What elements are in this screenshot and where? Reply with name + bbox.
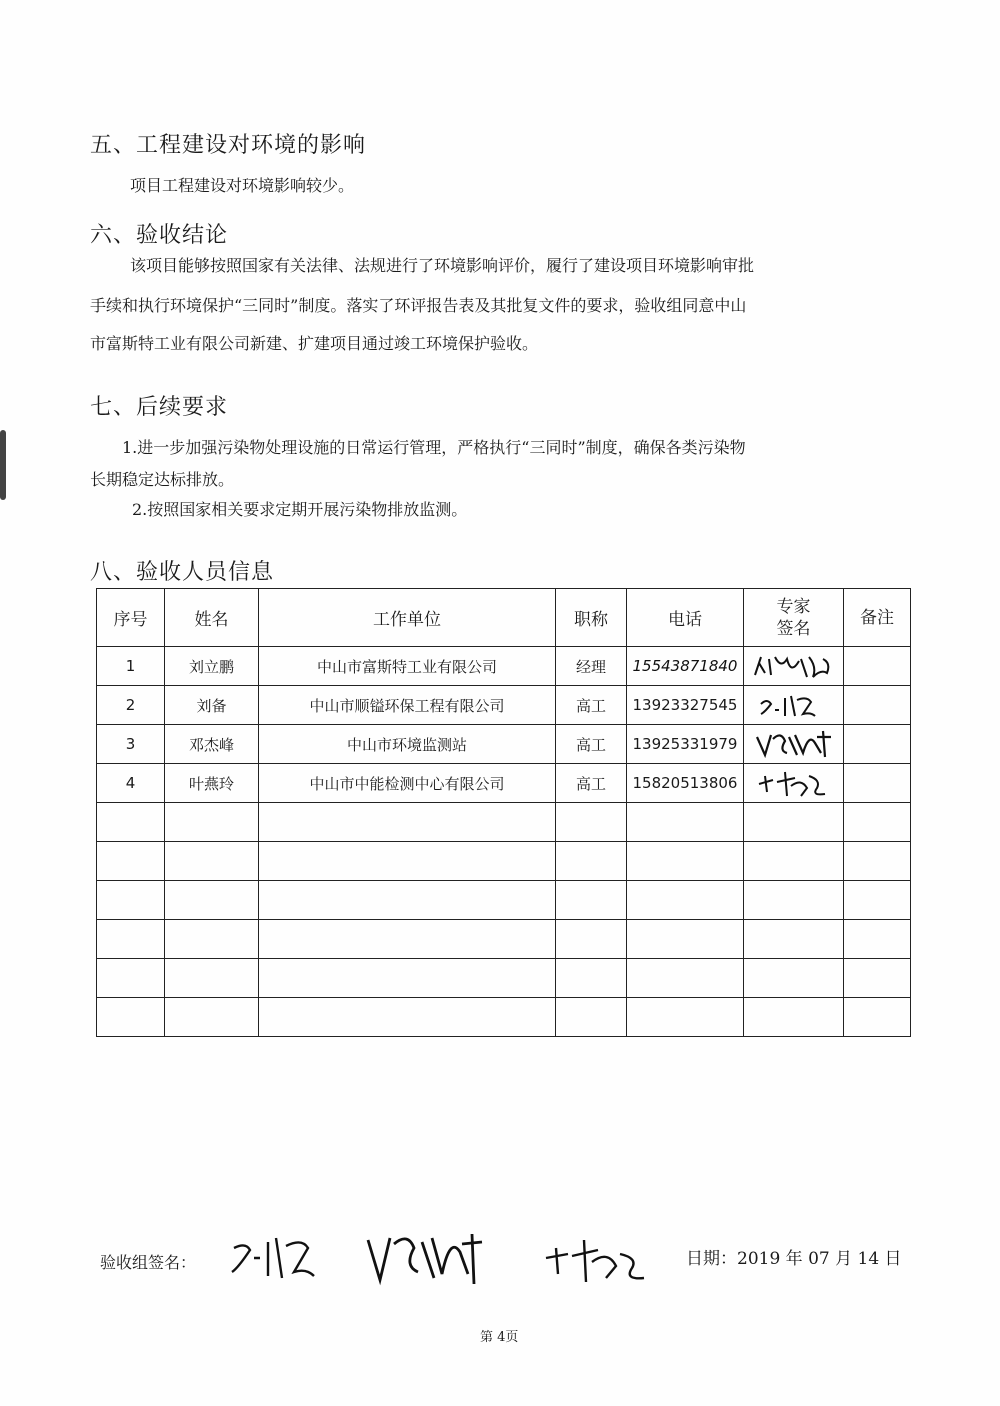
section-7-item-2: 2.按照国家相关要求定期开展污染物排放监测。	[132, 500, 468, 519]
header-remark: 备注	[844, 589, 911, 647]
cell-no: 4	[97, 764, 165, 803]
cell-remark	[844, 725, 911, 764]
cell-unit: 中山市富斯特工业有限公司	[259, 647, 556, 686]
header-no: 序号	[97, 589, 165, 647]
group-handwritten-signatures	[228, 1228, 668, 1298]
section-7-item-1-line-1: 1.进一步加强污染物处理设施的日常运行管理，严格执行“三同时”制度，确保各类污染物	[122, 438, 746, 457]
section-6-heading: 六、验收结论	[90, 223, 229, 248]
cell-unit: 中山市环境监测站	[259, 725, 556, 764]
header-unit: 工作单位	[259, 589, 556, 647]
table-row	[97, 725, 911, 764]
cell-remark	[844, 647, 911, 686]
handwritten-signature	[751, 688, 837, 722]
cell-title: 高工	[556, 764, 627, 803]
cell-remark	[844, 764, 911, 803]
section-5-body: 项目工程建设对环境影响较少。	[130, 176, 355, 195]
header-signature	[744, 589, 844, 647]
cell-signature	[744, 686, 844, 725]
table-row-empty	[97, 920, 911, 959]
header-phone: 电话	[627, 589, 744, 647]
section-6-line-1: 该项目能够按照国家有关法律、法规进行了环境影响评价，履行了建设项目环境影响审批	[130, 256, 755, 275]
cell-no: 2	[97, 686, 165, 725]
cell-phone: 13923327545	[627, 686, 744, 725]
table-row-empty	[97, 959, 911, 998]
header-signature-line-2: 签名	[776, 618, 811, 639]
header-signature-line-1: 专家	[776, 596, 811, 617]
cell-signature	[744, 725, 844, 764]
cell-unit: 中山市顺镒环保工程有限公司	[259, 686, 556, 725]
cell-no: 1	[97, 647, 165, 686]
cell-unit: 中山市中能检测中心有限公司	[259, 764, 556, 803]
table-header-row	[97, 589, 911, 647]
section-8-heading: 八、验收人员信息	[90, 560, 275, 585]
header-name: 姓名	[165, 589, 259, 647]
cell-title: 经理	[556, 647, 627, 686]
cell-signature	[744, 764, 844, 803]
cell-phone-handwritten: 15543871840	[627, 647, 744, 686]
section-6-line-3: 市富斯特工业有限公司新建、扩建项目通过竣工环境保护验收。	[90, 334, 539, 353]
header-title: 职称	[556, 589, 627, 647]
cell-title: 高工	[556, 725, 627, 764]
handwritten-signature	[751, 649, 837, 683]
section-6-line-2: 手续和执行环境保护“三同时”制度。落实了环评报告表及其批复文件的要求，验收组同意中山	[90, 296, 747, 315]
group-signature-label: 验收组签名：	[100, 1253, 197, 1272]
cell-name: 叶燕玲	[165, 764, 259, 803]
signing-date: 日期：2019 年 07 月 14 日	[686, 1249, 902, 1269]
page-number: 第 4页	[480, 1330, 519, 1345]
table-row	[97, 686, 911, 725]
cell-name: 邓杰峰	[165, 725, 259, 764]
section-7-item-1-line-2: 长期稳定达标排放。	[90, 470, 235, 489]
cell-no: 3	[97, 725, 165, 764]
acceptance-staff-table	[96, 588, 911, 1037]
cell-title: 高工	[556, 686, 627, 725]
cell-name: 刘立鹏	[165, 647, 259, 686]
cell-name: 刘备	[165, 686, 259, 725]
cell-signature	[744, 647, 844, 686]
section-5-heading: 五、工程建设对环境的影响	[90, 133, 367, 158]
table-row	[97, 764, 911, 803]
table-row-empty	[97, 803, 911, 842]
table-row	[97, 647, 911, 686]
table-row-empty	[97, 881, 911, 920]
handwritten-signature	[751, 727, 837, 761]
table-row-empty	[97, 842, 911, 881]
table-row-empty	[97, 998, 911, 1037]
cell-remark	[844, 686, 911, 725]
scan-edge-mark	[0, 430, 6, 500]
handwritten-signature	[751, 766, 837, 800]
cell-phone: 13925331979	[627, 725, 744, 764]
cell-phone: 15820513806	[627, 764, 744, 803]
section-7-heading: 七、后续要求	[90, 395, 229, 420]
